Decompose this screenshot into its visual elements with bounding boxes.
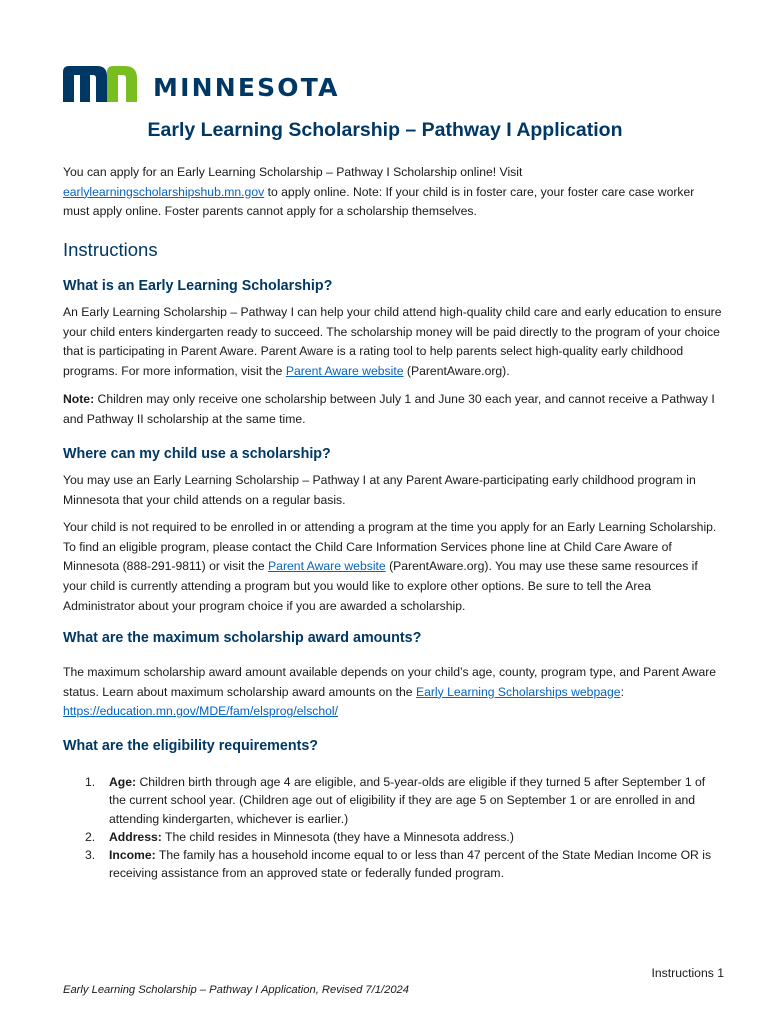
mn-logo-mark-icon (63, 66, 137, 102)
apply-online-link[interactable]: earlylearningscholarshipshub.mn.gov (63, 184, 265, 199)
intro-paragraph: You can apply for an Early Learning Scholarship – Pathway I Scholarship online! Visit earlylearningscholarshipshub.mn.gov to apply online. Note: If your child is in foster care, your foster care case worker must apply online. Foster parents cannot apply for a scholarship themselves. (63, 165, 695, 219)
scholarships-url-link[interactable]: https://education.mn.gov/MDE/fam/elsprog/elschol/ (63, 704, 339, 719)
logo-wordmark: MINNESOTA (153, 72, 340, 102)
parent-aware-link[interactable]: Parent Aware website (285, 364, 404, 379)
section-eligibility-heading: What are the eligibility requirements? (63, 738, 319, 754)
instructions-heading: Instructions (63, 239, 158, 260)
section-award-heading: What are the maximum scholarship award amounts? (63, 630, 422, 646)
note-paragraph: Note: Children may only receive one scholarship between July 1 and June 30 each year, and cannot receive a Pathway I and Pathway II scholarship at the same time. (63, 392, 715, 426)
list-item: 2. Address: The child resides in Minnesota (they have a Minnesota address.) (85, 829, 514, 844)
section-what-is-heading: What is an Early Learning Scholarship? (63, 278, 333, 294)
section-where-paragraph-2: Your child is not required to be enrolled in or attending a program at the time you apply for an Early Learning Scholarship. To find an eligible program, please contact the Child Care Information Services phone line at Child Care Aware of Minnesota (888-291-9811) or visit the Parent Aware website (ParentAware.org). You may use these same resources if your child is currently attending a program but you would like to explore other options. Be sure to tell the Area Administrator about your program choice if you are awarded a scholarship. (63, 520, 717, 613)
section-what-is-paragraph: An Early Learning Scholarship – Pathway I can help your child attend high-quality child care and early education to ensure your child enters kindergarten ready to succeed. The scholarship money will be paid directly to the program of your choice that is participating in Parent Aware. Parent Aware is a rating tool to help parents select high-quality early childhood programs. For more information, visit the Parent Aware website (ParentAware.org). (63, 305, 722, 379)
section-where-heading: Where can my child use a scholarship? (63, 446, 331, 462)
section-where-paragraph-1: You may use an Early Learning Scholarship – Pathway I at any Parent Aware-participating early childhood program in Minnesota that your child attends on a regular basis. (63, 473, 696, 507)
footer-doc-label: Early Learning Scholarship – Pathway I Application, Revised 7/1/2024 (63, 984, 409, 996)
minnesota-logo (63, 66, 340, 102)
section-award-paragraph: The maximum scholarship award amount available depends on your child’s age, county, program type, and Parent Aware status. Learn about maximum scholarship award amounts on the Early Learning Scholarships webpage: https://education.mn.gov/MDE/fam/elsprog/elschol/ (63, 665, 717, 719)
parent-aware-link-2[interactable]: Parent Aware website (268, 559, 386, 574)
list-item: 3. Income: The family has a household income equal to or less than 47 percent of the State Median Income OR is receiving assistance from an approved state or federally funded program. (85, 848, 712, 881)
page-title: Early Learning Scholarship – Pathway I Application (147, 119, 623, 141)
list-item: 1. Age: Children birth through age 4 are eligible, and 5-year-olds are eligible if they turned 5 after September 1 of the current school year. (Children age out of eligibility if they are age 5 on September 1 or are enrolled in and attending kindergarten, whichever is earlier.) (85, 775, 706, 826)
eligibility-list (63, 773, 723, 883)
scholarships-webpage-link[interactable]: Early Learning Scholarships webpage (415, 684, 621, 699)
page-number: Instructions 1 (651, 966, 724, 980)
